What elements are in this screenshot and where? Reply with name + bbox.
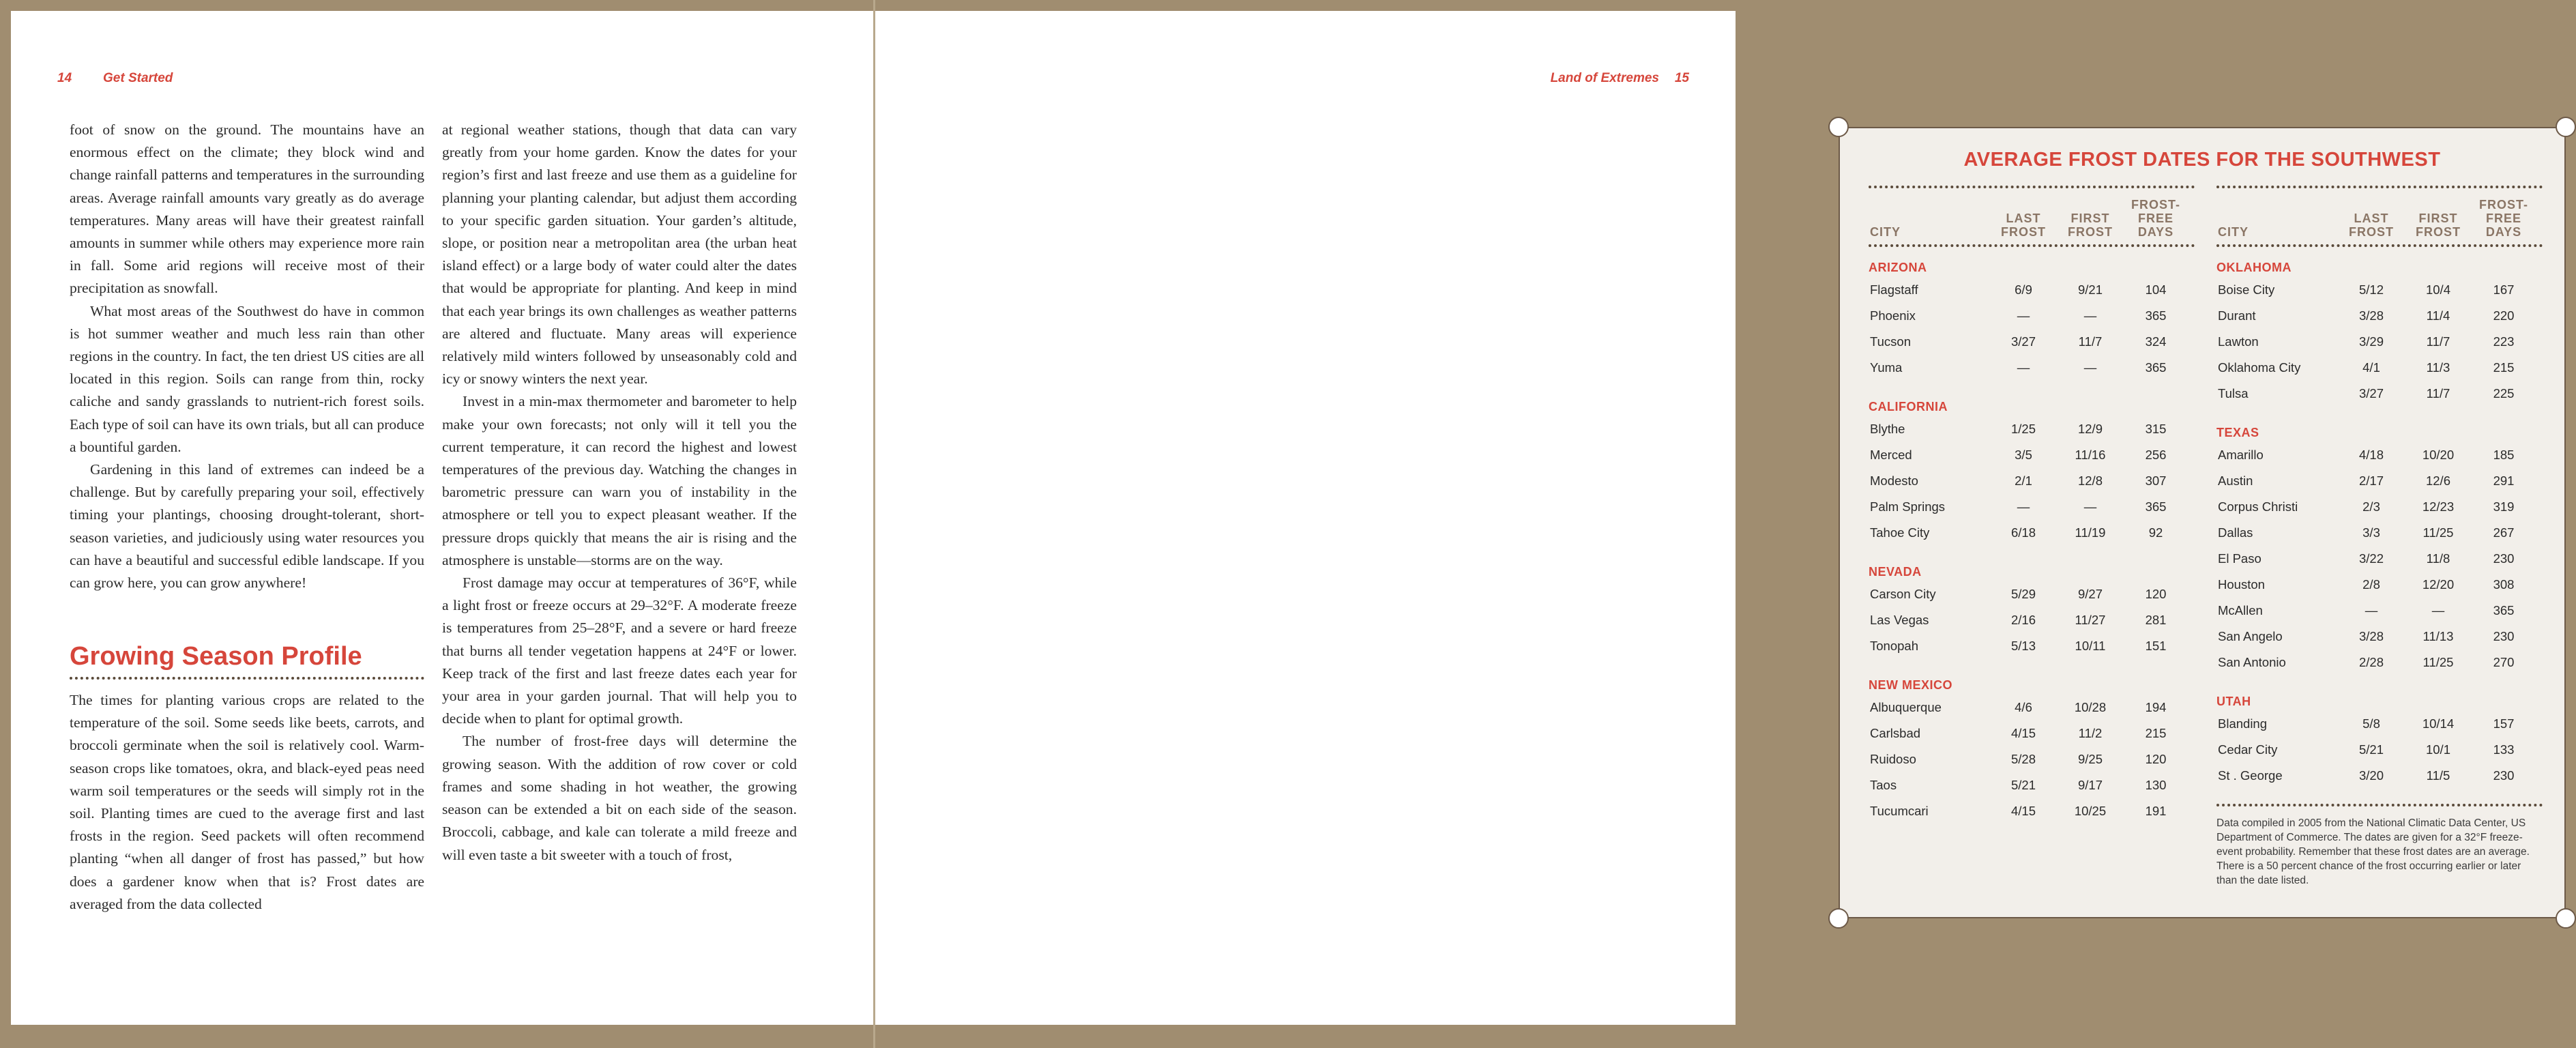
page-number-left: 14 <box>57 71 72 85</box>
last-frost-cell: — <box>2017 499 2030 514</box>
frost-free-days-cell: 133 <box>2493 742 2515 757</box>
table-row <box>2216 448 2543 474</box>
last-frost-cell: 2/8 <box>2362 577 2380 592</box>
frost-free-days-cell: 324 <box>2145 334 2167 349</box>
frost-free-days-cell: 365 <box>2145 499 2167 514</box>
header-city: CITY <box>2218 225 2249 239</box>
right-page <box>875 11 2530 1025</box>
last-frost-cell: 5/28 <box>2010 752 2036 766</box>
first-frost-cell: 11/2 <box>2078 726 2103 740</box>
first-frost-cell: 11/16 <box>2075 448 2106 462</box>
frost-free-days-cell: 308 <box>2493 577 2515 592</box>
frost-free-days-cell: 365 <box>2145 308 2167 323</box>
column-1-continued <box>70 689 424 916</box>
frost-free-days-cell: 256 <box>2145 448 2167 462</box>
first-frost-cell: 11/7 <box>2426 386 2450 401</box>
table-row <box>2216 360 2543 386</box>
header-last-frost: LAST FROST <box>2349 212 2394 239</box>
first-frost-cell: 12/23 <box>2422 499 2455 514</box>
city-cell: Corpus Christi <box>2218 499 2298 514</box>
frost-free-days-cell: 220 <box>2493 308 2515 323</box>
frost-free-days-cell: 281 <box>2145 613 2167 627</box>
first-frost-cell: 11/8 <box>2426 551 2450 566</box>
state-groups <box>2216 261 2543 794</box>
table-row <box>1869 587 2195 613</box>
table-row <box>1869 804 2195 830</box>
page-number-right: 15 <box>1674 71 1689 85</box>
panel-corner <box>1828 908 1849 929</box>
first-frost-cell: — <box>2083 308 2097 323</box>
frost-free-days-cell: 120 <box>2145 587 2167 601</box>
frost-free-days-cell: 130 <box>2145 778 2167 792</box>
last-frost-cell: 2/28 <box>2358 655 2384 669</box>
paragraph: What most areas of the Southwest do have in common is hot summer weather and much less rain than other regions in the country. In fact, the ten driest US cities are all located in this region. Soils can range from thin, rocky caliche and sandy grasslands to nutrient-rich forest soils. Each type of soil can have its own trials, but all can produce a bountiful garden. <box>70 302 424 455</box>
table-row <box>2216 499 2543 525</box>
running-head-right: Land of Extremes <box>1550 71 1659 85</box>
last-frost-cell: 3/5 <box>2015 448 2032 462</box>
last-frost-cell: 3/20 <box>2358 768 2384 783</box>
table-footnote: Data compiled in 2005 from the National Climatic Data Center, US Department of Commerce. The dates are given for a 32°F freeze-event probability. Remember that these frost dates are an average. There is a 50 percent chance of the frost occurring earlier or later than the date listed. <box>2216 804 2543 888</box>
state-name: CALIFORNIA <box>1869 400 1948 413</box>
city-cell: San Antonio <box>2218 655 2286 669</box>
table-row <box>1869 752 2195 778</box>
frost-free-days-cell: 215 <box>2145 726 2167 740</box>
frost-free-days-cell: 291 <box>2493 474 2515 488</box>
frost-free-days-cell: 185 <box>2493 448 2515 462</box>
paragraph: at regional weather stations, though that data can vary greatly from your home garden. Know the dates for your region’s first and last freeze and use them as a guideline for planning your planting calendar, but adjust them according to your specific garden situation. Your garden’s altitude, slope, or position near a metropolitan area (the urban heat island effect) or a large body of water could alter the dates that would be appropriate for planting. And keep in mind that each year brings its own challenges as weather patterns are altered and fluctuate. Many areas will experience relatively mild winters followed by unseasonably cold and icy or snowy winters the next year. <box>442 121 797 388</box>
table-row <box>1869 778 2195 804</box>
table-header <box>1869 186 2195 247</box>
last-frost-cell: 5/12 <box>2358 282 2384 297</box>
state-group <box>1869 400 2195 551</box>
city-cell: St . George <box>2218 768 2283 783</box>
first-frost-cell: 9/25 <box>2077 752 2103 766</box>
frost-free-days-cell: 225 <box>2493 386 2515 401</box>
city-cell: Cedar City <box>2218 742 2278 757</box>
state-name: UTAH <box>2216 695 2251 708</box>
city-cell: Austin <box>2218 474 2253 488</box>
header-city: CITY <box>1870 225 1901 239</box>
frost-free-days-cell: 365 <box>2145 360 2167 375</box>
table-row <box>1869 525 2195 551</box>
frost-free-days-cell: 365 <box>2493 603 2515 617</box>
city-cell: Las Vegas <box>1870 613 1929 627</box>
first-frost-cell: — <box>2083 360 2097 375</box>
first-frost-cell: 12/9 <box>2077 422 2103 436</box>
paragraph: The number of frost-free days will determine the growing season. With the addition of row cover or cold frames and some shading in hot weather, the growing season can be extended a bit on each side of the season. Broccoli, cabbage, and kale can tolerate a mild freeze and will even taste a bit sweeter with a touch of frost, <box>442 733 797 863</box>
frost-free-days-cell: 315 <box>2145 422 2167 436</box>
table-row <box>2216 768 2543 794</box>
column-2 <box>442 119 797 867</box>
last-frost-cell: 4/15 <box>2010 726 2036 740</box>
table-row <box>1869 639 2195 665</box>
header-first-frost: FIRST FROST <box>2068 212 2113 239</box>
city-cell: Merced <box>1870 448 1912 462</box>
first-frost-cell: 11/25 <box>2423 655 2454 669</box>
table-row <box>1869 282 2195 308</box>
table-row <box>1869 474 2195 499</box>
frost-free-days-cell: 267 <box>2493 525 2515 540</box>
frost-free-days-cell: 157 <box>2493 716 2515 731</box>
first-frost-cell: 11/7 <box>2078 334 2103 349</box>
city-cell: Lawton <box>2218 334 2259 349</box>
city-cell: Oklahoma City <box>2218 360 2301 375</box>
table-row <box>1869 700 2195 726</box>
city-cell: Houston <box>2218 577 2265 592</box>
column-1 <box>70 119 424 594</box>
table-row <box>2216 334 2543 360</box>
state-name: NEVADA <box>1869 565 1922 579</box>
first-frost-cell: 11/27 <box>2075 613 2106 627</box>
city-cell: Taos <box>1870 778 1897 792</box>
city-cell: Flagstaff <box>1870 282 1918 297</box>
first-frost-cell: — <box>2083 499 2097 514</box>
city-cell: Yuma <box>1870 360 1903 375</box>
first-frost-cell: 10/14 <box>2422 716 2455 731</box>
last-frost-cell: 5/21 <box>2358 742 2384 757</box>
frost-free-days-cell: 92 <box>2148 525 2163 540</box>
last-frost-cell: — <box>2017 308 2030 323</box>
frost-free-days-cell: 215 <box>2493 360 2515 375</box>
state-group <box>2216 695 2543 794</box>
city-cell: Blanding <box>2218 716 2268 731</box>
first-frost-cell: 9/21 <box>2077 282 2103 297</box>
header-last-frost: LAST FROST <box>2001 212 2046 239</box>
city-cell: Tonopah <box>1870 639 1918 653</box>
state-group <box>1869 261 2195 386</box>
table-row <box>1869 613 2195 639</box>
last-frost-cell: 2/1 <box>2015 474 2032 488</box>
state-groups <box>1869 261 2195 830</box>
city-cell: Ruidoso <box>1870 752 1916 766</box>
city-cell: McAllen <box>2218 603 2263 617</box>
first-frost-cell: 10/20 <box>2422 448 2455 462</box>
last-frost-cell: 4/6 <box>2015 700 2032 714</box>
last-frost-cell: 2/3 <box>2362 499 2380 514</box>
table-row <box>2216 474 2543 499</box>
last-frost-cell: — <box>2017 360 2030 375</box>
first-frost-cell: 12/20 <box>2422 577 2455 592</box>
last-frost-cell: 2/17 <box>2358 474 2384 488</box>
last-frost-cell: 3/28 <box>2358 629 2384 643</box>
table-row <box>2216 551 2543 577</box>
city-cell: Tucumcari <box>1870 804 1929 818</box>
panel-corner <box>1828 117 1849 137</box>
frost-free-days-cell: 270 <box>2493 655 2515 669</box>
paragraph: Gardening in this land of extremes can indeed be a challenge. But by carefully preparing your soil, effectively timing your plantings, choosing drought-tolerant, short-season varieties, and judiciously using water resources you can have a beautiful and successful edible landscape. If you can grow here, you can grow anywhere! <box>70 461 424 592</box>
table-row <box>2216 308 2543 334</box>
state-name: NEW MEXICO <box>1869 678 1953 692</box>
paragraph: The times for planting various crops are related to the temperature of the soil. Some seeds like beets, carrots, and broccoli germinate when the soil is relatively cool. Warm-season crops like tomatoes, okra, and black-eyed peas need warm soil temperatures or the seeds will simply rot in the soil. Planting times are cued to the average first and last frosts in the region. Seed packets will often recommend planting “when all danger of frost has passed,” but how does a gardener know when that is? Frost dates are averaged from the data collected <box>70 692 424 912</box>
first-frost-cell: 10/1 <box>2425 742 2450 757</box>
state-name: OKLAHOMA <box>2216 261 2292 274</box>
first-frost-cell: — <box>2431 603 2445 617</box>
first-frost-cell: 12/6 <box>2425 474 2450 488</box>
header-first-frost: FIRST FROST <box>2416 212 2461 239</box>
table-row <box>1869 422 2195 448</box>
last-frost-cell: 3/27 <box>2010 334 2036 349</box>
city-cell: Carson City <box>1870 587 1936 601</box>
state-name: ARIZONA <box>1869 261 1927 274</box>
paragraph: Invest in a min-max thermometer and barometer to help make your own forecasts; not only will it tell you the current temperature, it can record the highest and lowest temperatures of the previous day. Watching the changes in barometric pressure can warn you of instability in the atmosphere or tell you to expect pleasant weather. If the pressure drops quickly that means the air is rising and the atmosphere is unstable—storms are on the way. <box>442 393 797 568</box>
table-row <box>1869 334 2195 360</box>
city-cell: Dallas <box>2218 525 2253 540</box>
last-frost-cell: 4/1 <box>2362 360 2380 375</box>
last-frost-cell: 3/27 <box>2358 386 2384 401</box>
panel-corner <box>2556 117 2576 137</box>
city-cell: El Paso <box>2218 551 2262 566</box>
first-frost-cell: 11/7 <box>2426 334 2450 349</box>
state-group <box>1869 565 2195 665</box>
last-frost-cell: 5/13 <box>2010 639 2036 653</box>
table-row <box>1869 448 2195 474</box>
table-row <box>2216 742 2543 768</box>
first-frost-cell: 11/5 <box>2426 768 2450 783</box>
first-frost-cell: 11/13 <box>2423 629 2454 643</box>
last-frost-cell: 4/18 <box>2358 448 2384 462</box>
first-frost-cell: 11/4 <box>2426 308 2450 323</box>
table-row <box>2216 577 2543 603</box>
first-frost-cell: 11/19 <box>2075 525 2106 540</box>
table-title: AVERAGE FROST DATES FOR THE SOUTHWEST <box>1963 149 2441 171</box>
table-row <box>1869 308 2195 334</box>
city-cell: Tulsa <box>2218 386 2249 401</box>
frost-free-days-cell: 319 <box>2493 499 2515 514</box>
frost-free-days-cell: 104 <box>2145 282 2167 297</box>
state-group <box>1869 678 2195 830</box>
city-cell: Palm Springs <box>1870 499 1946 514</box>
last-frost-cell: 3/22 <box>2358 551 2384 566</box>
city-cell: Modesto <box>1870 474 1918 488</box>
last-frost-cell: 5/29 <box>2010 587 2036 601</box>
last-frost-cell: 4/15 <box>2010 804 2036 818</box>
city-cell: Durant <box>2218 308 2256 323</box>
table-row <box>2216 603 2543 629</box>
first-frost-cell: 12/8 <box>2077 474 2103 488</box>
heading-divider <box>70 677 424 680</box>
last-frost-cell: 1/25 <box>2010 422 2036 436</box>
table-row <box>1869 499 2195 525</box>
table-row <box>2216 525 2543 551</box>
city-cell: Tahoe City <box>1870 525 1930 540</box>
table-row <box>2216 716 2543 742</box>
section-heading: Growing Season Profile <box>70 642 362 671</box>
city-cell: Phoenix <box>1870 308 1916 323</box>
city-cell: Albuquerque <box>1870 700 1942 714</box>
table-row <box>2216 386 2543 412</box>
first-frost-cell: 11/25 <box>2423 525 2454 540</box>
frost-free-days-cell: 191 <box>2145 804 2167 818</box>
state-name: TEXAS <box>2216 426 2259 439</box>
frost-free-days-cell: 230 <box>2493 629 2515 643</box>
last-frost-cell: 3/28 <box>2358 308 2384 323</box>
frost-free-days-cell: 194 <box>2145 700 2167 714</box>
last-frost-cell: 5/21 <box>2010 778 2036 792</box>
table-header <box>2216 186 2543 247</box>
panel-corner <box>2556 908 2576 929</box>
frost-free-days-cell: 120 <box>2145 752 2167 766</box>
frost-dates-table-panel <box>1839 127 2566 918</box>
paragraph: foot of snow on the ground. The mountains have an enormous effect on the climate; they block wind and change rainfall patterns and temperatures in the surrounding areas. Average rainfall amounts vary greatly as do average temperatures. Many areas will have their greatest rainfall amounts in summer while others may experience more rain in fall. Some arid regions will receive most of their precipitation as snowfall. <box>70 121 424 297</box>
first-frost-cell: 9/17 <box>2077 778 2103 792</box>
state-group <box>2216 261 2543 412</box>
city-cell: San Angelo <box>2218 629 2283 643</box>
city-cell: Boise City <box>2218 282 2275 297</box>
last-frost-cell: — <box>2365 603 2378 617</box>
header-frost-free-days: FROST-FREE DAYS <box>2479 198 2528 239</box>
frost-free-days-cell: 167 <box>2493 282 2515 297</box>
running-head-left: Get Started <box>103 71 173 85</box>
first-frost-cell: 10/28 <box>2074 700 2107 714</box>
table-row <box>2216 655 2543 681</box>
table-row <box>1869 360 2195 386</box>
city-cell: Amarillo <box>2218 448 2264 462</box>
first-frost-cell: 9/27 <box>2077 587 2103 601</box>
last-frost-cell: 2/16 <box>2010 613 2036 627</box>
table-row <box>1869 726 2195 752</box>
last-frost-cell: 3/29 <box>2358 334 2384 349</box>
last-frost-cell: 3/3 <box>2362 525 2380 540</box>
city-cell: Carlsbad <box>1870 726 1921 740</box>
frost-free-days-cell: 230 <box>2493 551 2515 566</box>
paragraph: Frost damage may occur at temperatures of 36°F, while a light frost or freeze occurs at 29–32°F. A moderate freeze is temperatures from 25–28°F, and a severe or hard freeze that burns all tender vegetation happens at 24°F or lower. Keep track of the first and last freeze dates each year for your area in your garden journal. That will help you to decide when to plant for optimal growth. <box>442 574 797 727</box>
state-group <box>2216 426 2543 681</box>
first-frost-cell: 11/3 <box>2426 360 2450 375</box>
frost-free-days-cell: 307 <box>2145 474 2167 488</box>
header-frost-free-days: FROST-FREE DAYS <box>2131 198 2180 239</box>
frost-free-days-cell: 151 <box>2145 639 2167 653</box>
frost-free-days-cell: 230 <box>2493 768 2515 783</box>
first-frost-cell: 10/25 <box>2074 804 2107 818</box>
last-frost-cell: 6/18 <box>2010 525 2036 540</box>
city-cell: Tucson <box>1870 334 1911 349</box>
table-column-left <box>1869 186 2195 830</box>
city-cell: Blythe <box>1870 422 1905 436</box>
last-frost-cell: 6/9 <box>2015 282 2032 297</box>
first-frost-cell: 10/4 <box>2425 282 2450 297</box>
frost-free-days-cell: 223 <box>2493 334 2515 349</box>
table-column-right <box>2216 186 2543 888</box>
left-page <box>11 11 873 1025</box>
table-row <box>2216 282 2543 308</box>
first-frost-cell: 10/11 <box>2075 639 2106 653</box>
last-frost-cell: 5/8 <box>2362 716 2380 731</box>
table-row <box>2216 629 2543 655</box>
